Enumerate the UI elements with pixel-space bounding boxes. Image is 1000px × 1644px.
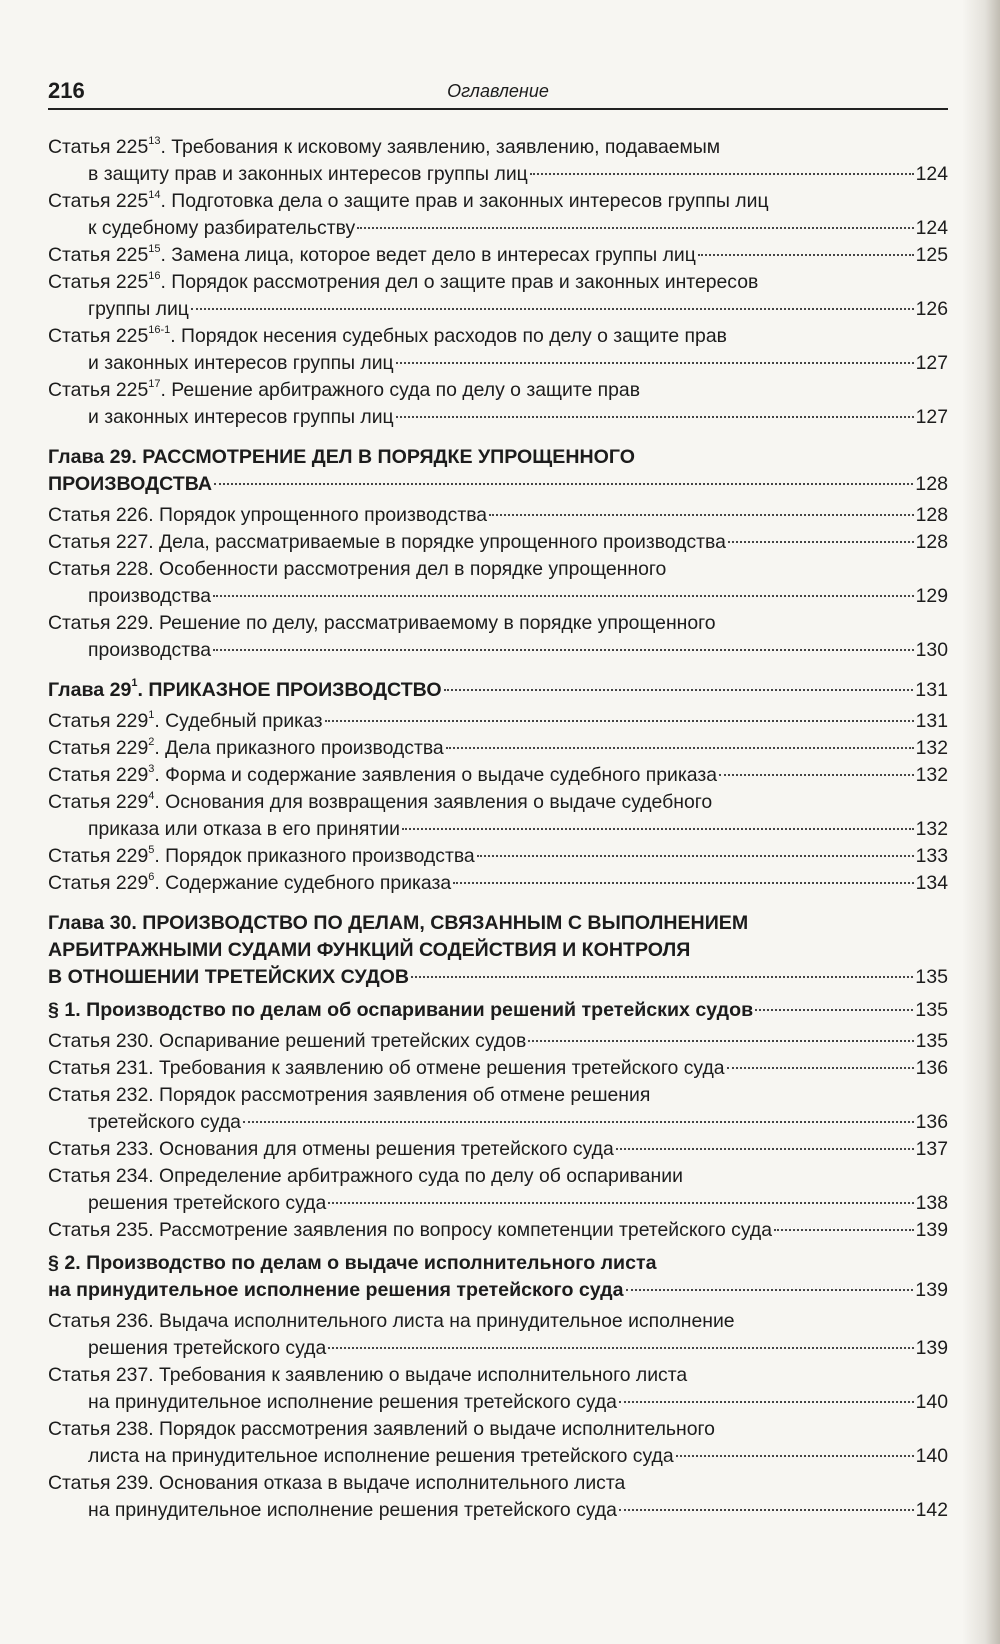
toc-entry[interactable]: [48, 556, 948, 610]
entry-text: [48, 242, 696, 269]
entry-title: Статья 230. Оспаривание решений третейских судов: [48, 1030, 527, 1052]
entry-title-end: к судебному разбирательству: [88, 217, 356, 239]
entry-title-end: производства: [88, 639, 211, 661]
toc-chapter[interactable]: [48, 677, 948, 704]
entry-title-cont: . Подготовка дела о защите прав и законных интересов группы лиц: [160, 190, 769, 212]
toc-entry[interactable]: [48, 502, 948, 529]
page-reference: 139: [915, 1337, 948, 1359]
page-reference: 140: [915, 1391, 948, 1413]
entry-line-last: [48, 1443, 948, 1470]
entry-title-cont: . Решение арбитражного суда по делу о защите прав: [160, 379, 641, 401]
entry-title: Статья 227. Дела, рассматриваемые в порядке упрощенного производства: [48, 531, 726, 553]
entry-title: Статья 226. Порядок упрощенного производства: [48, 504, 488, 526]
entry-title: Статья 229: [48, 791, 149, 813]
entry-line: [48, 1470, 948, 1497]
page-reference: 132: [915, 764, 948, 786]
dot-leader: [626, 1289, 914, 1291]
page-reference: 136: [915, 1057, 948, 1079]
toc-entry[interactable]: [48, 1416, 948, 1470]
toc-entry[interactable]: [48, 1470, 948, 1524]
entry-line: [48, 529, 948, 556]
toc-section[interactable]: [48, 1250, 948, 1304]
page-reference: 128: [915, 504, 948, 526]
dot-leader: [728, 541, 914, 543]
page-number: 216: [48, 78, 85, 103]
entry-title: § 2. Производство по делам о выдаче исполнительного листа: [48, 1252, 657, 1274]
dot-leader: [446, 747, 914, 749]
entry-line-last: [48, 350, 948, 377]
toc-entry[interactable]: [48, 762, 948, 789]
dot-leader: [453, 882, 913, 884]
page-reference: 131: [915, 710, 948, 732]
dot-leader: [727, 1067, 914, 1069]
entry-title-end: на принудительное исполнение решения третейского суда: [48, 1279, 624, 1301]
toc-entry[interactable]: [48, 1136, 948, 1163]
entry-line: [48, 762, 948, 789]
entry-title-end: и законных интересов группы лиц: [88, 406, 394, 428]
page-reference: 129: [915, 585, 948, 607]
page-edge-shadow: [962, 0, 1000, 1644]
page-reference: 133: [915, 845, 948, 867]
entry-text: [48, 762, 717, 789]
page-reference: 140: [915, 1445, 948, 1467]
toc-entry[interactable]: [48, 843, 948, 870]
entry-title-end: решения третейского суда: [88, 1337, 327, 1359]
running-title: Оглавление: [447, 81, 549, 101]
page-reference: 127: [915, 352, 948, 374]
page-reference: 124: [915, 217, 948, 239]
entry-line-middle: АРБИТРАЖНЫМИ СУДАМИ ФУНКЦИЙ СОДЕЙСТВИЯ И КОНТРОЛЯ: [48, 939, 691, 961]
dot-leader: [774, 1229, 914, 1231]
entry-line-last: [48, 161, 948, 188]
toc-entry[interactable]: [48, 1362, 948, 1416]
superscript: 2: [148, 735, 155, 748]
page-reference: 139: [915, 1219, 948, 1241]
entry-line: [48, 1416, 948, 1443]
entry-line-last: [48, 296, 948, 323]
toc-entry[interactable]: [48, 870, 948, 897]
page-reference: 136: [915, 1111, 948, 1133]
page-reference: 132: [915, 737, 948, 759]
page-reference: 135: [915, 1030, 948, 1052]
dot-leader: [489, 514, 914, 516]
page-reference: 138: [915, 1192, 948, 1214]
page-reference: 128: [915, 531, 948, 553]
entry-title-cont: . ПРИКАЗНОЕ ПРОИЗВОДСТВО: [137, 679, 442, 701]
entry-title-end: в защиту прав и законных интересов группы лиц: [88, 163, 528, 185]
entry-title: Статья 229: [48, 737, 149, 759]
dot-leader: [243, 1121, 914, 1123]
page-header: [48, 78, 948, 110]
entry-title-cont: . Порядок несения судебных расходов по делу о защите прав: [170, 325, 727, 347]
toc-entry[interactable]: [48, 1082, 948, 1136]
entry-text: [48, 870, 451, 897]
entry-line: [48, 1082, 948, 1109]
entry-title-cont: . Форма и содержание заявления о выдаче судебного приказа: [154, 764, 718, 786]
dot-leader: [402, 828, 914, 830]
entry-line: [48, 556, 948, 583]
page-reference: 128: [915, 473, 948, 495]
entry-title: Статья 237. Требования к заявлению о выдаче исполнительного листа: [48, 1364, 688, 1386]
entry-title: Статья 225: [48, 379, 149, 401]
entry-title: Статья 229: [48, 710, 149, 732]
entry-line: [48, 1217, 948, 1244]
entry-title: Статья 232. Порядок рассмотрения заявления об отмене решения: [48, 1084, 651, 1106]
dot-leader: [719, 774, 914, 776]
toc-entry[interactable]: [48, 610, 948, 664]
entry-line: [48, 843, 948, 870]
page-reference: 125: [915, 244, 948, 266]
entry-line: [48, 677, 948, 704]
dot-leader: [698, 254, 914, 256]
table-of-contents: [48, 134, 948, 1524]
entry-line-last: [48, 471, 948, 498]
page-reference: 134: [915, 872, 948, 894]
entry-line: [48, 323, 948, 350]
entry-title-end: и законных интересов группы лиц: [88, 352, 394, 374]
superscript: 17: [148, 377, 161, 390]
page-reference: 135: [915, 999, 948, 1021]
page-reference: 132: [915, 818, 948, 840]
dot-leader: [444, 689, 914, 691]
toc-entry[interactable]: [48, 529, 948, 556]
entry-title-end: на принудительное исполнение решения третейского суда: [88, 1391, 617, 1413]
entry-title: Статья 225: [48, 190, 149, 212]
entry-title-cont: . Порядок рассмотрения дел о защите прав и законных интересов: [160, 271, 759, 293]
entry-line: [48, 134, 948, 161]
dot-leader: [755, 1009, 913, 1011]
dot-leader: [396, 362, 914, 364]
entry-line-last: [48, 404, 948, 431]
entry-text: [48, 502, 487, 529]
superscript: 14: [148, 188, 161, 201]
entry-line: [48, 789, 948, 816]
dot-leader: [530, 173, 914, 175]
toc-entry[interactable]: [48, 1217, 948, 1244]
entry-line-last: [48, 583, 948, 610]
entry-line: [48, 1308, 948, 1335]
dot-leader: [191, 308, 914, 310]
entry-title-end: на принудительное исполнение решения третейского суда: [88, 1499, 617, 1521]
dot-leader: [213, 595, 914, 597]
toc-entry[interactable]: [48, 708, 948, 735]
entry-title: Статья 238. Порядок рассмотрения заявлений о выдаче исполнительного: [48, 1418, 715, 1440]
toc-entry[interactable]: [48, 323, 948, 377]
entry-text: [48, 1055, 725, 1082]
dot-leader: [619, 1401, 914, 1403]
entry-line: [48, 1163, 948, 1190]
superscript: 4: [148, 789, 155, 802]
entry-line-last: [48, 964, 948, 991]
toc-entry[interactable]: [48, 735, 948, 762]
entry-title: Глава 29: [48, 679, 132, 701]
entry-title: Статья 225: [48, 271, 149, 293]
dot-leader: [396, 416, 914, 418]
superscript: 16-1: [148, 323, 171, 336]
entry-line-last: [48, 1335, 948, 1362]
entry-line-last: [48, 1389, 948, 1416]
dot-leader: [411, 976, 913, 978]
superscript: 1: [131, 677, 138, 690]
page-reference: 135: [915, 966, 948, 988]
toc-section[interactable]: [48, 997, 948, 1024]
entry-text: [48, 529, 726, 556]
entry-title: Статья 225: [48, 136, 149, 158]
superscript: 1: [148, 708, 155, 721]
dot-leader: [528, 1040, 913, 1042]
entry-title-cont: . Основания для возвращения заявления о выдаче судебного: [154, 791, 713, 813]
superscript: 16: [148, 269, 161, 282]
superscript: 13: [148, 134, 161, 147]
toc-entry[interactable]: [48, 188, 948, 242]
page-reference: 130: [915, 639, 948, 661]
toc-entry[interactable]: [48, 1308, 948, 1362]
page-reference: 124: [915, 163, 948, 185]
entry-line: [48, 242, 948, 269]
entry-title: § 1. Производство по делам об оспаривании решений третейских судов: [48, 999, 754, 1021]
page-reference: 131: [915, 679, 948, 701]
entry-title-cont: . Дела приказного производства: [154, 737, 444, 759]
entry-line: [48, 610, 948, 637]
dot-leader: [328, 1347, 913, 1349]
entry-title-cont: . Замена лица, которое ведет дело в интересах группы лиц: [160, 244, 696, 266]
entry-title: Статья 225: [48, 244, 149, 266]
entry-title: Статья 239. Основания отказа в выдаче исполнительного листа: [48, 1472, 626, 1494]
entry-line: [48, 708, 948, 735]
entry-line-last: [48, 637, 948, 664]
entry-line: [48, 1055, 948, 1082]
toc-entry[interactable]: [48, 789, 948, 843]
toc-entry[interactable]: [48, 269, 948, 323]
dot-leader: [619, 1509, 914, 1511]
entry-line: [48, 188, 948, 215]
page-reference: 127: [915, 406, 948, 428]
entry-line-last: [48, 1277, 948, 1304]
dot-leader: [213, 649, 914, 651]
toc-entry[interactable]: [48, 134, 948, 188]
entry-title: Статья 236. Выдача исполнительного листа на принудительное исполнение: [48, 1310, 735, 1332]
entry-line: [48, 444, 948, 471]
entry-text: [48, 1028, 526, 1055]
entry-line: [48, 735, 948, 762]
entry-title: Статья 235. Рассмотрение заявления по вопросу компетенции третейского суда: [48, 1219, 772, 1241]
entry-line: [48, 502, 948, 529]
entry-line-last: [48, 1109, 948, 1136]
entry-title-end: группы лиц: [88, 298, 189, 320]
entry-line: [48, 269, 948, 296]
dot-leader: [616, 1148, 914, 1150]
entry-line-last: [48, 1190, 948, 1217]
entry-title-end: третейского суда: [88, 1111, 241, 1133]
entry-title: Глава 29. РАССМОТРЕНИЕ ДЕЛ В ПОРЯДКЕ УПРОЩЕННОГО: [48, 446, 635, 468]
page-reference: 137: [915, 1138, 948, 1160]
superscript: 15: [148, 242, 161, 255]
page-reference: 139: [915, 1279, 948, 1301]
dot-leader: [328, 1202, 913, 1204]
entry-title-end: ПРОИЗВОДСТВА: [48, 473, 213, 495]
toc-entry[interactable]: [48, 1055, 948, 1082]
entry-title: Глава 30. ПРОИЗВОДСТВО ПО ДЕЛАМ, СВЯЗАННЫМ С ВЫПОЛНЕНИЕМ: [48, 912, 749, 934]
entry-title: Статья 229. Решение по делу, рассматриваемому в порядке упрощенного: [48, 612, 716, 634]
toc-entry[interactable]: [48, 242, 948, 269]
entry-title-end: решения третейского суда: [88, 1192, 327, 1214]
entry-text: [48, 677, 442, 704]
page-reference: 126: [915, 298, 948, 320]
toc-entry[interactable]: [48, 1163, 948, 1217]
entry-title: Статья 229: [48, 872, 149, 894]
entry-line: [48, 910, 948, 937]
toc-entry[interactable]: [48, 1028, 948, 1055]
entry-title: Статья 234. Определение арбитражного суда по делу об оспаривании: [48, 1165, 683, 1187]
entry-title-cont: . Порядок приказного производства: [154, 845, 475, 867]
entry-title: Статья 233. Основания для отмены решения третейского суда: [48, 1138, 614, 1160]
superscript: 6: [148, 870, 155, 883]
superscript: 3: [148, 762, 155, 775]
entry-title: Статья 225: [48, 325, 149, 347]
entry-line: [48, 870, 948, 897]
dot-leader: [676, 1455, 914, 1457]
entry-text: [48, 708, 323, 735]
entry-title-cont: . Требования к исковому заявлению, заявлению, подаваемым: [160, 136, 721, 158]
toc-entry[interactable]: [48, 377, 948, 431]
entry-line: [48, 1028, 948, 1055]
entry-line: [48, 1362, 948, 1389]
toc-chapter[interactable]: [48, 444, 948, 498]
entry-line: [48, 1136, 948, 1163]
entry-title-end: производства: [88, 585, 211, 607]
entry-line: [48, 997, 948, 1024]
entry-title-end: приказа или отказа в его принятии: [88, 818, 400, 840]
entry-title-end: В ОТНОШЕНИИ ТРЕТЕЙСКИХ СУДОВ: [48, 966, 410, 988]
entry-line-last: [48, 215, 948, 242]
entry-title-cont: . Содержание судебного приказа: [154, 872, 452, 894]
entry-title-end: листа на принудительное исполнение решения третейского суда: [88, 1445, 674, 1467]
entry-line-last: [48, 816, 948, 843]
entry-title-cont: . Судебный приказ: [154, 710, 323, 732]
entry-line: [48, 1250, 948, 1277]
entry-title: Статья 231. Требования к заявлению об отмене решения третейского суда: [48, 1057, 725, 1079]
entry-text: [48, 1217, 772, 1244]
dot-leader: [477, 855, 914, 857]
dot-leader: [325, 720, 914, 722]
entry-text: [48, 1136, 614, 1163]
entry-title: Статья 229: [48, 764, 149, 786]
entry-text: [48, 735, 444, 762]
toc-chapter[interactable]: [48, 910, 948, 991]
superscript: 5: [148, 843, 155, 856]
entry-title: Статья 228. Особенности рассмотрения дел в порядке упрощенного: [48, 558, 667, 580]
entry-text: [48, 997, 753, 1024]
entry-title: Статья 229: [48, 845, 149, 867]
dot-leader: [214, 483, 913, 485]
page-reference: 142: [915, 1499, 948, 1521]
dot-leader: [357, 227, 913, 229]
entry-line-last: [48, 1497, 948, 1524]
entry-line: [48, 377, 948, 404]
entry-text: [48, 843, 475, 870]
